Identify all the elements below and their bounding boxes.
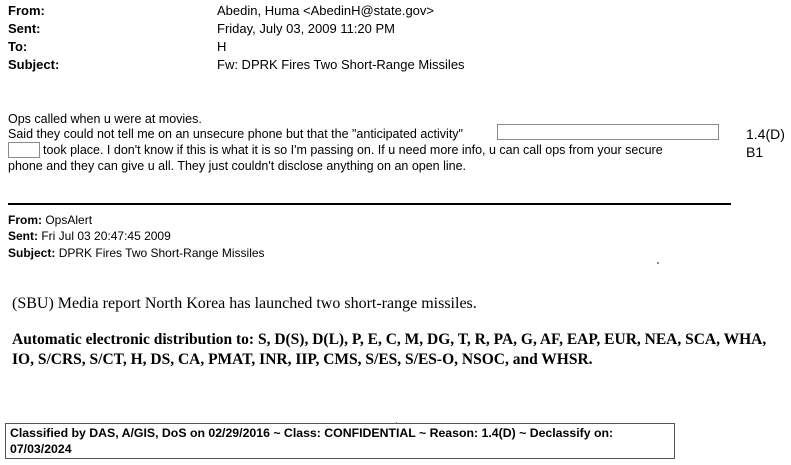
forwarded-subject: [8, 245, 265, 261]
redaction-box-1: [497, 124, 719, 140]
subject-value: Fw: DPRK Fires Two Short-Range Missiles: [217, 57, 465, 72]
scan-speck: [396, 422, 397, 424]
forwarded-sent-value: Fri Jul 03 20:47:45 2009: [41, 229, 171, 243]
message-line-2: Said they could not tell me on an unsecure phone but that the "anticipated activity": [8, 127, 463, 141]
forwarded-from-value: OpsAlert: [45, 213, 93, 227]
scan-speck: [657, 262, 659, 264]
message-line-3: took place. I don't know if this is what it is so I'm passing on. If u need more info, u can call ops from your secure: [43, 143, 663, 157]
distribution-paragraph: Automatic electronic distribution to: S, D(S), D(L), P, E, C, M, DG, T, R, PA, G, AF, EAP, EUR, NEA, SCA, WHA, IO, S/CRS, S/CT, H, DS, CA, PMAT, INR, IIP, CMS, S/ES, S/ES-O, NSOC, and WHSR.: [12, 331, 767, 368]
sent-value: Friday, July 03, 2009 11:20 PM: [217, 21, 396, 36]
sent-label: Sent:: [8, 21, 41, 36]
forwarded-sent: [8, 228, 171, 244]
redaction-code-1: 1.4(D): [746, 126, 785, 142]
to-value: H: [217, 39, 227, 54]
classification-box: Classified by DAS, A/GIS, DoS on 02/29/2016 ~ Class: CONFIDENTIAL ~ Reason: 1.4(D) ~ Declassify on: 07/03/2024: [5, 423, 675, 459]
message-line-1: Ops called when u were at movies.: [8, 112, 202, 126]
separator-rule: [8, 203, 731, 205]
to-label: To:: [8, 39, 28, 54]
forwarded-from: [8, 212, 92, 228]
forwarded-sent-label: Sent:: [8, 229, 38, 243]
subject-label: Subject:: [8, 57, 60, 72]
redaction-box-2: [8, 142, 40, 158]
from-value: Abedin, Huma <AbedinH@state.gov>: [217, 3, 434, 18]
forwarded-from-label: From:: [8, 213, 42, 227]
redaction-code-2: B1: [746, 144, 764, 160]
from-label: From:: [8, 3, 45, 18]
report-paragraph: (SBU) Media report North Korea has launched two short-range missiles.: [12, 295, 477, 312]
message-line-4: phone and they can give u all. They just couldn't disclose anything on an open line.: [8, 159, 467, 173]
forwarded-subject-value: DPRK Fires Two Short-Range Missiles: [58, 246, 265, 260]
forwarded-subject-label: Subject:: [8, 246, 56, 260]
